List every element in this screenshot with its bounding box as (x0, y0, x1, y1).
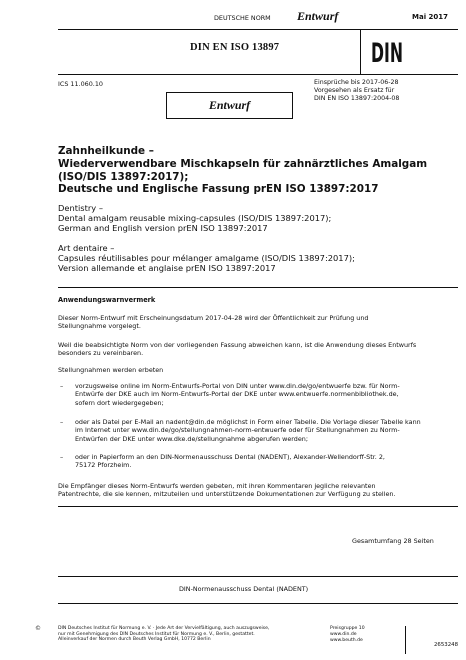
beuth-website: www.beuth.de (330, 638, 363, 644)
price-group (330, 626, 365, 645)
copyright-line: Alleinverkauf der Normen durch Beuth Verlag GmbH, 10772 Berlin (58, 637, 211, 643)
title-german (58, 145, 427, 196)
ics-code: ICS 11.060.10 (58, 80, 103, 88)
bullet-line: 75172 Pforzheim. (75, 461, 132, 470)
paragraph-line: Dieser Norm-Entwurf mit Erscheinungsdatum 2017-04-28 wird der Öffentlichkeit zur Prüfung und (58, 314, 369, 322)
objection-line: DIN EN ISO 13897:2004-08 (314, 95, 400, 102)
paragraph-line: Die Empfänger dieses Norm-Entwurfs werden gebeten, mit ihren Kommentaren jegliche relevanten (58, 482, 376, 490)
price-group-label: Preisgruppe 10 (330, 626, 365, 631)
bullet-item-paper (60, 453, 458, 471)
title-de-line: Wiederverwendbare Mischkapseln für zahnärztliches Amalgam (58, 157, 428, 170)
status-label: Entwurf (297, 9, 339, 23)
warning-heading: Anwendungswarnvermerk (58, 296, 156, 304)
bullet-line: Entwürfe der DKE auch im Norm-Entwurfs-Portal der DKE unter www.entwuerfe.normenbibliothek.de, (75, 390, 399, 399)
copyright-text (58, 626, 269, 643)
copyright-line: nur mit Genehmigung des DIN Deutsches Institut für Normung e. V., Berlin, gestattet. (58, 631, 255, 637)
doc-number-rule (58, 74, 458, 75)
title-en-line: German and English version prEN ISO 13897:2017 (58, 223, 268, 234)
warning-paragraph-3: Stellungnahmen werden erbeten (58, 366, 164, 374)
warning-top-rule (58, 287, 458, 288)
warning-paragraph-4 (58, 482, 395, 499)
bullet-item-email (60, 418, 458, 444)
paragraph-line: besonders zu vereinbaren. (58, 349, 144, 358)
bullet-line: im Internet unter www.din.de/go/stellungnahmen-norm-entwuerfe oder für Stellungnahmen zu Norm- (75, 426, 400, 435)
title-de-line: (ISO/DIS 13897:2017); (58, 170, 189, 183)
title-de-line: Zahnheilkunde – (58, 145, 154, 157)
bullet-dash: – (60, 453, 64, 461)
objection-line: Einsprüche bis 2017-06-28 (314, 79, 399, 86)
title-de-line: Deutsche und Englische Fassung prEN ISO 13897:2017 (58, 183, 379, 196)
copyright-symbol: © (35, 625, 41, 632)
total-pages: Gesamtumfang 28 Seiten (352, 537, 434, 545)
order-number: 2653248 (434, 642, 459, 648)
header-rule (58, 29, 458, 30)
copyright-line: DIN Deutsches Institut für Normung e. V. · Jede Art der Vervielfältigung, auch auszugsweise, (58, 626, 270, 631)
doc-number-divider (360, 29, 361, 74)
committee-top-rule (58, 576, 458, 577)
warning-paragraph-1 (58, 314, 368, 331)
entwurf-box-label: Entwurf (208, 98, 251, 112)
bullet-line: oder in Papierform an den DIN-Normenausschuss Dental (NADENT), Alexander-Wellendorff-Str. 2, (75, 453, 385, 461)
paragraph-line: Patentrechte, die sie kennen, mitzuteilen und unterstützende Dokumentationen zur Verfügung zu stellen. (58, 490, 396, 499)
title-english (58, 203, 331, 234)
doc-number: DIN EN ISO 13897 (190, 42, 280, 53)
title-fr-line: Art dentaire – (58, 243, 115, 253)
title-en-line: Dentistry – (58, 203, 103, 213)
bullet-line: oder als Datei per E-Mail an nadent@din.de möglichst in Form einer Tabelle. Die Vorlage dieser Tabelle kann (75, 418, 421, 426)
paragraph-line: Weil die beabsichtigte Norm von der vorliegenden Fassung abweichen kann, ist die Anwendung dieses Entwurfs (58, 341, 417, 349)
bullet-line: Entwürfen der DKE unter www.dke.de/stellungnahme abgerufen werden; (75, 434, 308, 443)
title-french (58, 243, 355, 274)
din-website: www.din.de (330, 632, 357, 638)
bullet-dash: – (60, 418, 64, 426)
paragraph-line: Stellungnahme vorgelegt. (58, 322, 141, 331)
title-fr-line: Capsules réutilisables pour mélanger amalgame (ISO/DIS 13897:2017); (58, 253, 355, 264)
order-number-box (405, 626, 460, 654)
warning-paragraph-2 (58, 341, 416, 358)
objection-info (314, 79, 399, 103)
committee-bottom-rule (58, 603, 458, 604)
standard-org-label: DEUTSCHE NORM (214, 14, 271, 22)
committee-name: DIN-Normenausschuss Dental (NADENT) (179, 585, 309, 593)
bullet-line: vorzugsweise online im Norm-Entwurfs-Portal von DIN unter www.din.de/go/entwuerfe bzw. für Norm- (75, 382, 400, 390)
din-logo-text: DIN (371, 38, 403, 69)
entwurf-box (166, 92, 293, 119)
warning-bottom-rule (58, 506, 458, 507)
objection-line: Vorgesehen als Ersatz für (314, 87, 395, 94)
date-label: Mai 2017 (412, 13, 449, 21)
bullet-item-online (60, 382, 458, 408)
bullet-line: sofern dort wiedergegeben; (75, 398, 164, 407)
title-en-line: Dental amalgam reusable mixing-capsules (ISO/DIS 13897:2017); (58, 213, 332, 224)
title-fr-line: Version allemande et anglaise prEN ISO 13897:2017 (58, 263, 276, 274)
bullet-dash: – (60, 382, 64, 390)
din-logo (370, 37, 404, 69)
